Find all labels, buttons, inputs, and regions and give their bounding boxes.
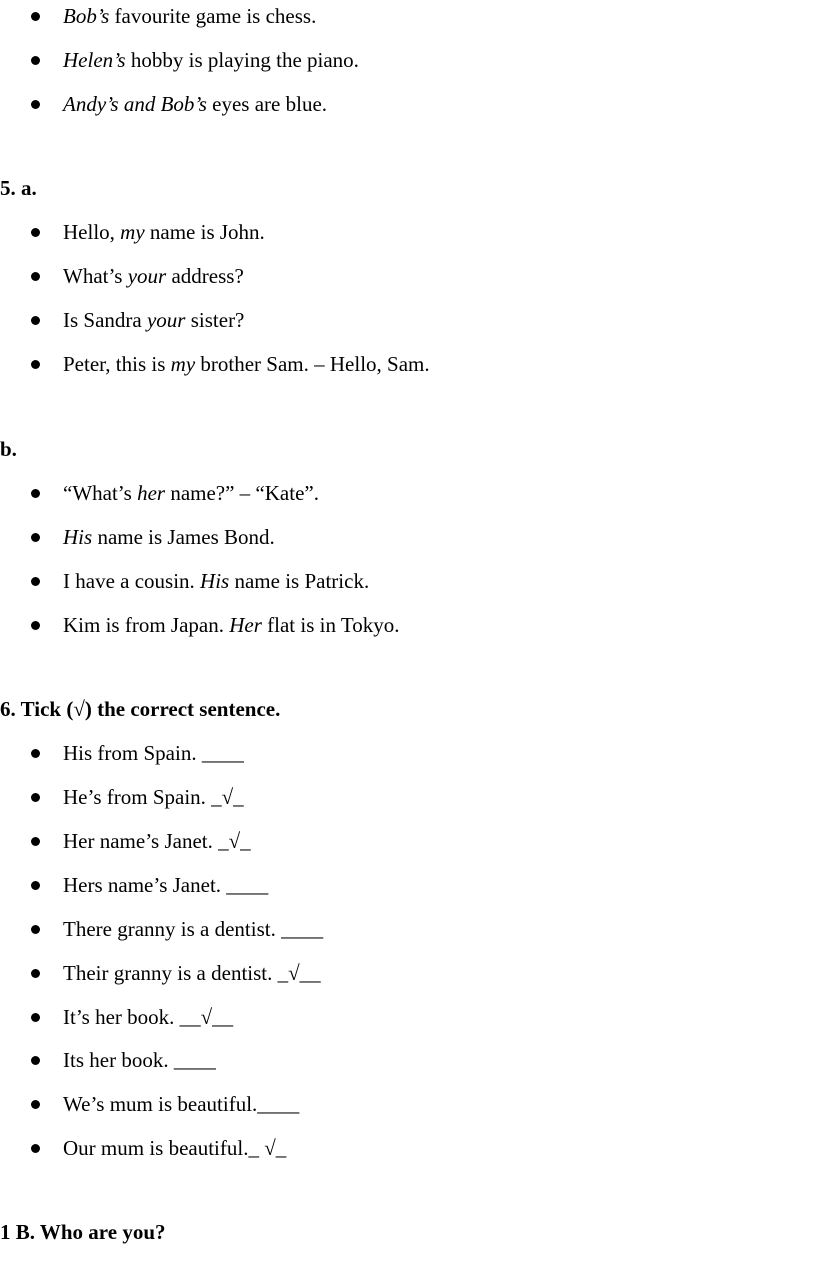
list-item-text: It’s her book. __√__ — [63, 1005, 234, 1029]
section-heading: 6. Tick (√) the correct sentence. — [0, 697, 281, 721]
list-item-text: Kim is from Japan. Her flat is in Tokyo. — [63, 613, 400, 637]
list-item-text: Andy’s and Bob’s eyes are blue. — [63, 92, 328, 116]
bullet-icon — [31, 969, 40, 978]
section-heading: 1 B. Who are you? — [0, 1220, 166, 1244]
list-item-text: Is Sandra your sister? — [63, 308, 245, 332]
list-item-text: We’s mum is beautiful.____ — [63, 1092, 300, 1116]
bullet-icon — [31, 925, 40, 934]
bullet-icon — [31, 1100, 40, 1109]
list-item-text: Its her book. ____ — [63, 1048, 216, 1072]
bullet-icon — [31, 100, 40, 109]
list-item-text: “What’s her name?” – “Kate”. — [63, 481, 319, 505]
list-item-text: He’s from Spain. _√_ — [63, 785, 244, 809]
bullet-icon — [31, 1013, 40, 1022]
bullet-icon — [31, 1056, 40, 1065]
bullet-icon — [31, 577, 40, 586]
list-item-text: Helen’s hobby is playing the piano. — [63, 48, 359, 72]
list-item-text: His name is James Bond. — [63, 525, 275, 549]
list-item-text: Their granny is a dentist. _√__ — [63, 961, 321, 985]
bullet-icon — [31, 489, 40, 498]
list-item-text: Her name’s Janet. _√_ — [63, 829, 251, 853]
bullet-icon — [31, 533, 40, 542]
bullet-icon — [31, 749, 40, 758]
list-item-text: Hers name’s Janet. ____ — [63, 873, 269, 897]
bullet-icon — [31, 881, 40, 890]
section-heading: 5. a. — [0, 176, 37, 200]
list-item-text: There granny is a dentist. ____ — [63, 917, 324, 941]
list-item-text: His from Spain. ____ — [63, 741, 244, 765]
list-item-text: What’s your address? — [63, 264, 244, 288]
list-item-text: Our mum is beautiful._ √_ — [63, 1136, 287, 1160]
bullet-icon — [31, 56, 40, 65]
list-item-text: Hello, my name is John. — [63, 220, 265, 244]
bullet-icon — [31, 316, 40, 325]
list-item-text: I have a cousin. His name is Patrick. — [63, 569, 370, 593]
bullet-icon — [31, 837, 40, 846]
bullet-icon — [31, 621, 40, 630]
section-heading: b. — [0, 437, 17, 461]
bullet-icon — [31, 793, 40, 802]
bullet-icon — [31, 228, 40, 237]
bullet-icon — [31, 360, 40, 369]
bullet-icon — [31, 1144, 40, 1153]
list-item-text: Bob’s favourite game is chess. — [63, 4, 317, 28]
bullet-icon — [31, 272, 40, 281]
list-item-text: Peter, this is my brother Sam. – Hello, Sam. — [63, 352, 430, 376]
bullet-icon — [31, 12, 40, 21]
